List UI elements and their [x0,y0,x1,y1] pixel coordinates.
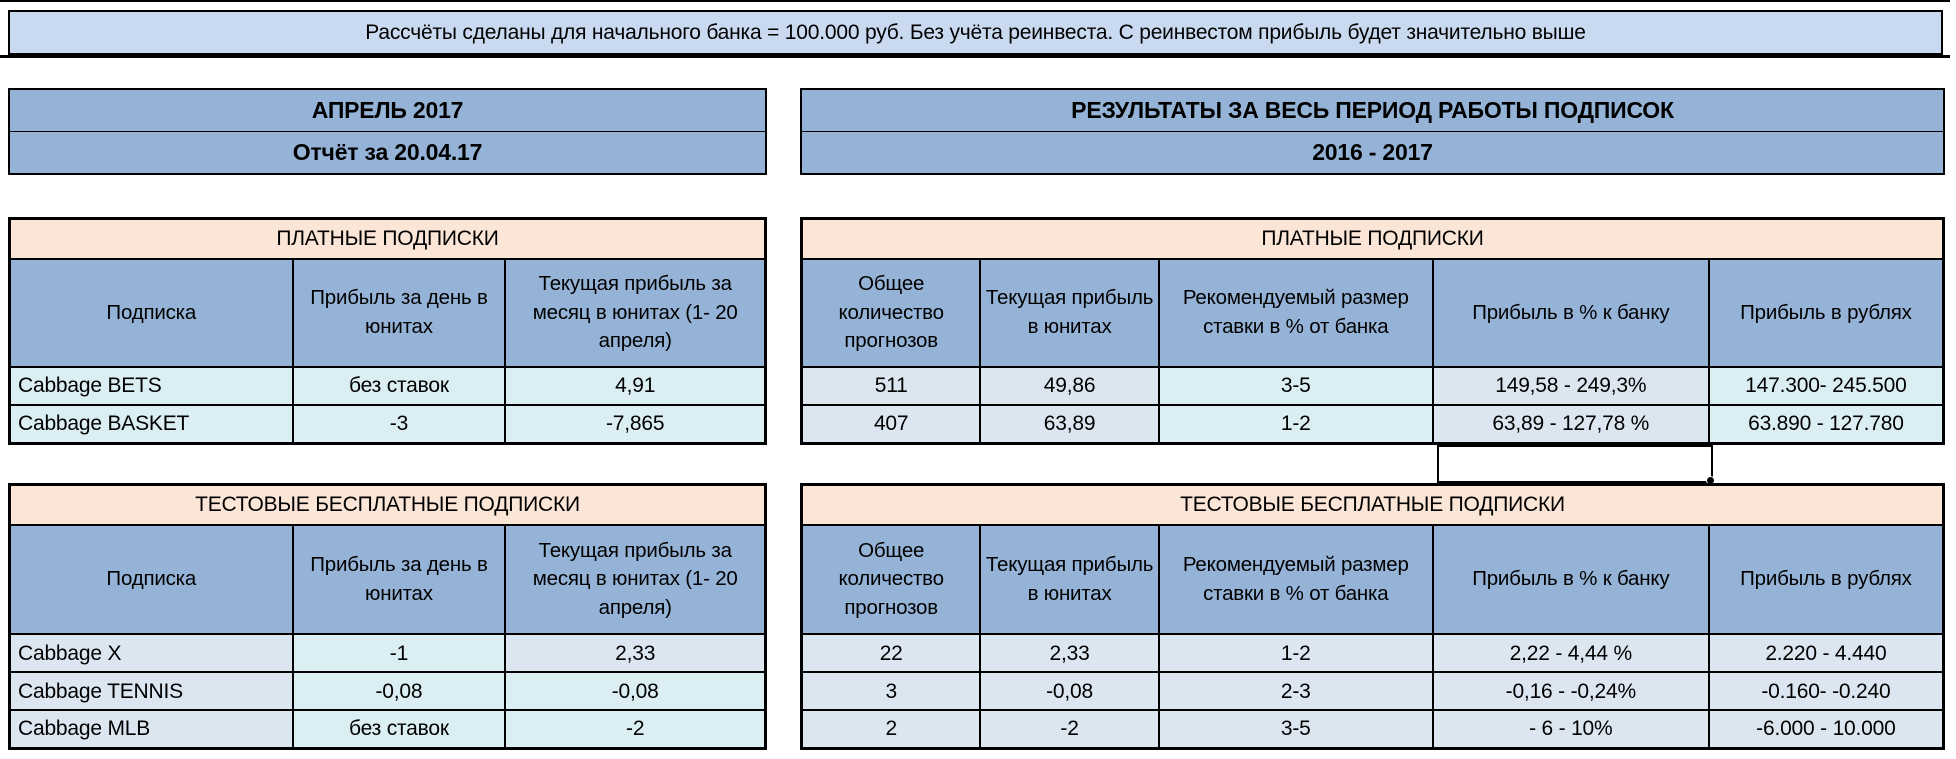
table-title: ПЛАТНЫЕ ПОДПИСКИ [11,220,764,258]
cell-profit-percent: 149,58 - 249,3% [1434,368,1708,404]
period-month-title: АПРЕЛЬ 2017 [10,90,765,131]
disclaimer-banner [8,10,1943,55]
period-block-alltime [800,88,1945,175]
column-header-day-profit: Прибыль за день в юнитах [294,260,505,366]
column-header-units-profit: Текущая прибыль в юнитах [981,526,1157,634]
cell-month-profit: 2,33 [506,635,764,671]
column-header-month-profit: Текущая прибыль за месяц в юнитах (1- 20 апреля) [506,526,764,634]
column-header-subscription: Подписка [11,260,292,366]
column-header-stake-size: Рекомендуемый размер ставки в % от банка [1160,260,1432,366]
cell-stake-size: 3-5 [1160,368,1432,404]
cell-profit-percent: 63,89 - 127,78 % [1434,406,1708,442]
cell-profit-rub: -6.000 - 10.000 [1710,711,1942,747]
cell-units-profit: 2,33 [981,635,1157,671]
table-title: ПЛАТНЫЕ ПОДПИСКИ [803,220,1942,258]
table-paid-monthly [8,217,767,445]
cell-day-profit: -0,08 [294,673,505,709]
cell-stake-size: 3-5 [1160,711,1432,747]
cell-profit-rub: -0.160- -0.240 [1710,673,1942,709]
column-header-subscription: Подписка [11,526,292,634]
cell-subscription: Cabbage X [11,635,292,671]
cell-total-picks: 3 [803,673,979,709]
cell-stake-size: 2-3 [1160,673,1432,709]
period-alltime-years: 2016 - 2017 [802,132,1943,173]
cell-day-profit: -3 [294,406,505,442]
cell-day-profit: без ставок [294,711,505,747]
top-edge-rule [0,0,1950,2]
table-test-alltime [800,483,1945,750]
cell-subscription: Cabbage TENNIS [11,673,292,709]
cell-total-picks: 407 [803,406,979,442]
column-header-month-profit: Текущая прибыль за месяц в юнитах (1- 20 апреля) [506,260,764,366]
cell-month-profit: -7,865 [506,406,764,442]
table-title: ТЕСТОВЫЕ БЕСПЛАТНЫЕ ПОДПИСКИ [803,486,1942,524]
cell-total-picks: 22 [803,635,979,671]
selected-cell[interactable] [1437,445,1713,483]
cell-day-profit: -1 [294,635,505,671]
column-header-day-profit: Прибыль за день в юнитах [294,526,505,634]
cell-profit-percent: - 6 - 10% [1434,711,1708,747]
cell-month-profit: -2 [506,711,764,747]
column-header-profit-rub: Прибыль в рублях [1710,260,1942,366]
cell-units-profit: -0,08 [981,673,1157,709]
cell-stake-size: 1-2 [1160,635,1432,671]
cell-profit-percent: 2,22 - 4,44 % [1434,635,1708,671]
cell-profit-rub: 2.220 - 4.440 [1710,635,1942,671]
table-title: ТЕСТОВЫЕ БЕСПЛАТНЫЕ ПОДПИСКИ [11,486,764,524]
cell-stake-size: 1-2 [1160,406,1432,442]
column-header-profit-percent: Прибыль в % к банку [1434,526,1708,634]
cell-units-profit: -2 [981,711,1157,747]
column-header-stake-size: Рекомендуемый размер ставки в % от банка [1160,526,1432,634]
column-header-total-picks: Общее количество прогнозов [803,526,979,634]
cell-profit-rub: 147.300- 245.500 [1710,368,1942,404]
cell-total-picks: 511 [803,368,979,404]
period-report-date: Отчёт за 20.04.17 [10,132,765,173]
column-header-profit-rub: Прибыль в рублях [1710,526,1942,634]
cell-units-profit: 49,86 [981,368,1157,404]
cell-month-profit: -0,08 [506,673,764,709]
column-header-total-picks: Общее количество прогнозов [803,260,979,366]
column-header-units-profit: Текущая прибыль в юнитах [981,260,1157,366]
table-test-monthly [8,483,767,750]
disclaimer-text: Рассчёты сделаны для начального банка = 100.000 руб. Без учёта реинвеста. С реинвестом прибыль будет значительно выше [365,20,1586,44]
cell-profit-rub: 63.890 - 127.780 [1710,406,1942,442]
cell-profit-percent: -0,16 - -0,24% [1434,673,1708,709]
cell-subscription: Cabbage BASKET [11,406,292,442]
cell-subscription: Cabbage BETS [11,368,292,404]
cell-subscription: Cabbage MLB [11,711,292,747]
table-paid-alltime [800,217,1945,445]
period-alltime-title: РЕЗУЛЬТАТЫ ЗА ВЕСЬ ПЕРИОД РАБОТЫ ПОДПИСОК [802,90,1943,131]
cell-day-profit: без ставок [294,368,505,404]
cell-total-picks: 2 [803,711,979,747]
column-header-profit-percent: Прибыль в % к банку [1434,260,1708,366]
banner-separator-rule [0,55,1950,58]
period-block-month [8,88,767,175]
cell-units-profit: 63,89 [981,406,1157,442]
cell-month-profit: 4,91 [506,368,764,404]
